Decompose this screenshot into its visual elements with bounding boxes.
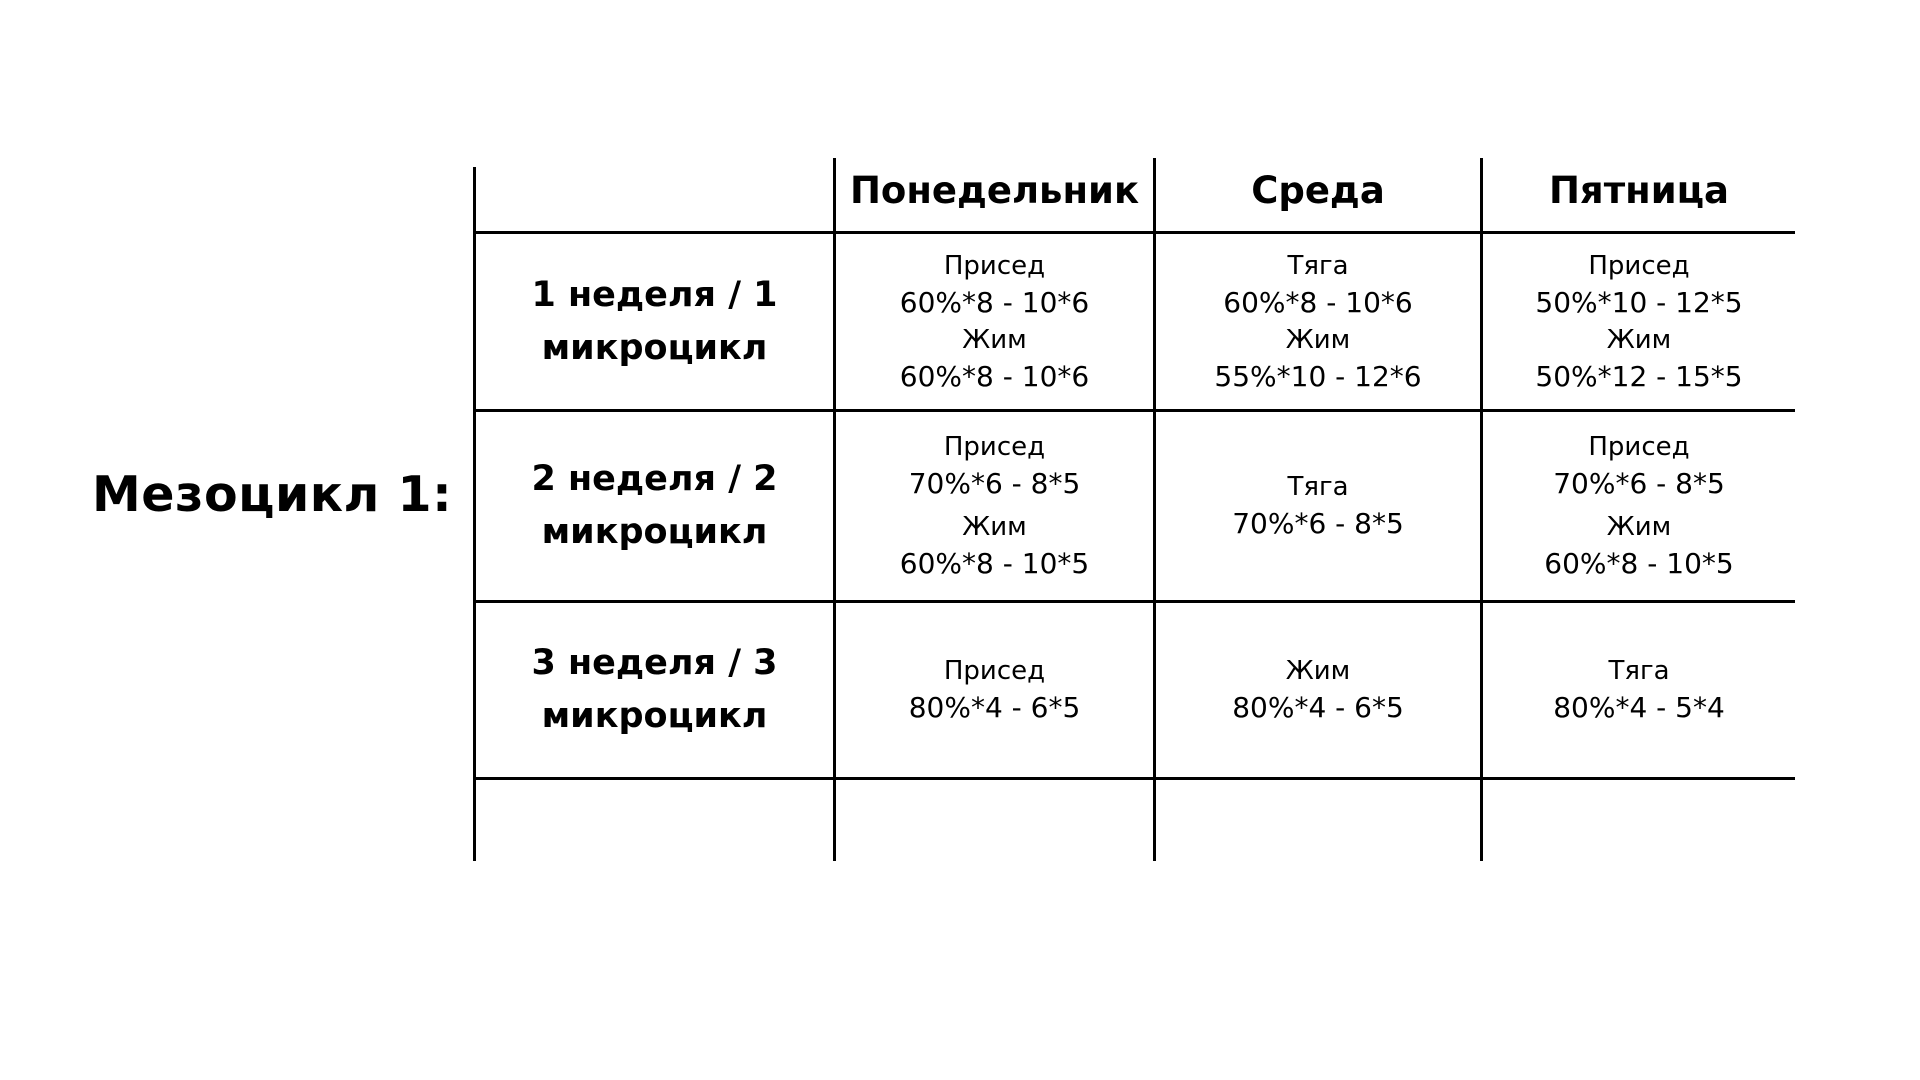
exercise-entry (900, 322, 1089, 396)
exercise-entry (900, 248, 1089, 322)
exercise-entry (1553, 653, 1725, 727)
exercise-entry (1544, 509, 1733, 583)
exercise-entry (1232, 469, 1404, 543)
exercise-entry (1535, 322, 1742, 396)
exercise-name: Жим (1606, 512, 1672, 542)
cell-week1-wednesday (1156, 234, 1480, 409)
exercise-name: Присед (1588, 250, 1690, 281)
exercise-name: Тяга (1608, 656, 1670, 686)
cell-week2-monday (836, 412, 1153, 600)
exercise-entry (1223, 248, 1412, 322)
week-label-line2: микроцикл (541, 696, 768, 736)
exercise-scheme: 60%*8 - 10*6 (899, 285, 1090, 319)
exercise-scheme: 80%*4 - 5*4 (1553, 691, 1725, 724)
exercise-scheme: 50%*12 - 15*5 (1535, 359, 1743, 393)
exercise-entry (909, 653, 1081, 727)
exercise-scheme: 50%*10 - 12*5 (1535, 285, 1743, 319)
exercise-entry (1214, 322, 1421, 396)
exercise-name: Тяга (1287, 472, 1349, 502)
cell-empty-friday (1483, 780, 1795, 861)
exercise-name: Присед (943, 250, 1046, 281)
cell-week3-friday (1483, 603, 1795, 777)
cell-week1-monday (836, 234, 1153, 409)
exercise-name: Жим (1285, 324, 1351, 355)
cell-week1-friday (1483, 234, 1795, 409)
exercise-entry (1553, 429, 1725, 503)
exercise-scheme: 70%*6 - 8*5 (908, 467, 1081, 500)
cell-empty-wednesday (1156, 780, 1480, 861)
exercise-scheme: 70%*6 - 8*5 (1553, 467, 1725, 500)
exercise-scheme: 55%*10 - 12*6 (1214, 359, 1422, 393)
week-label-2 (476, 412, 833, 600)
week-label-line1: 3 неделя / 3 (531, 643, 778, 683)
exercise-scheme: 80%*4 - 6*5 (1232, 691, 1404, 724)
exercise-name: Присед (943, 656, 1046, 686)
exercise-name: Жим (1285, 656, 1351, 686)
exercise-name: Жим (962, 324, 1027, 355)
week-label-line1: 1 неделя / 1 (531, 274, 778, 315)
exercise-entry (1232, 653, 1404, 727)
exercise-scheme: 70%*6 - 8*5 (1232, 507, 1404, 540)
week-label-line1: 2 неделя / 2 (531, 459, 778, 499)
exercise-scheme: 60%*8 - 10*6 (899, 359, 1090, 393)
cell-week3-wednesday (1156, 603, 1480, 777)
exercise-entry (909, 429, 1081, 503)
week-label-empty (476, 780, 833, 861)
cell-week2-friday (1483, 412, 1795, 600)
cell-week2-wednesday (1156, 412, 1480, 600)
exercise-entry (1535, 248, 1742, 322)
header-friday: Пятница (1548, 169, 1730, 212)
exercise-name: Жим (1606, 324, 1672, 355)
header-monday: Понедельник (849, 169, 1140, 212)
exercise-scheme: 60%*8 - 10*5 (899, 547, 1090, 580)
cell-empty-monday (836, 780, 1153, 861)
mesocycle-title: Мезоцикл 1: (92, 466, 453, 523)
week-label-1 (476, 234, 833, 409)
week-label-line2: микроцикл (541, 512, 768, 552)
exercise-scheme: 80%*4 - 6*5 (908, 691, 1081, 724)
cell-week3-monday (836, 603, 1153, 777)
exercise-scheme: 60%*8 - 10*5 (1544, 547, 1734, 580)
exercise-scheme: 60%*8 - 10*6 (1223, 285, 1413, 319)
exercise-name: Тяга (1287, 250, 1349, 281)
week-label-3 (476, 603, 833, 777)
header-wednesday: Среда (1251, 169, 1385, 212)
header-corner (476, 158, 833, 231)
exercise-name: Присед (943, 432, 1046, 462)
week-label-line2: микроцикл (541, 327, 768, 368)
exercise-entry (900, 509, 1089, 583)
exercise-name: Присед (1588, 432, 1690, 462)
exercise-name: Жим (962, 512, 1027, 542)
